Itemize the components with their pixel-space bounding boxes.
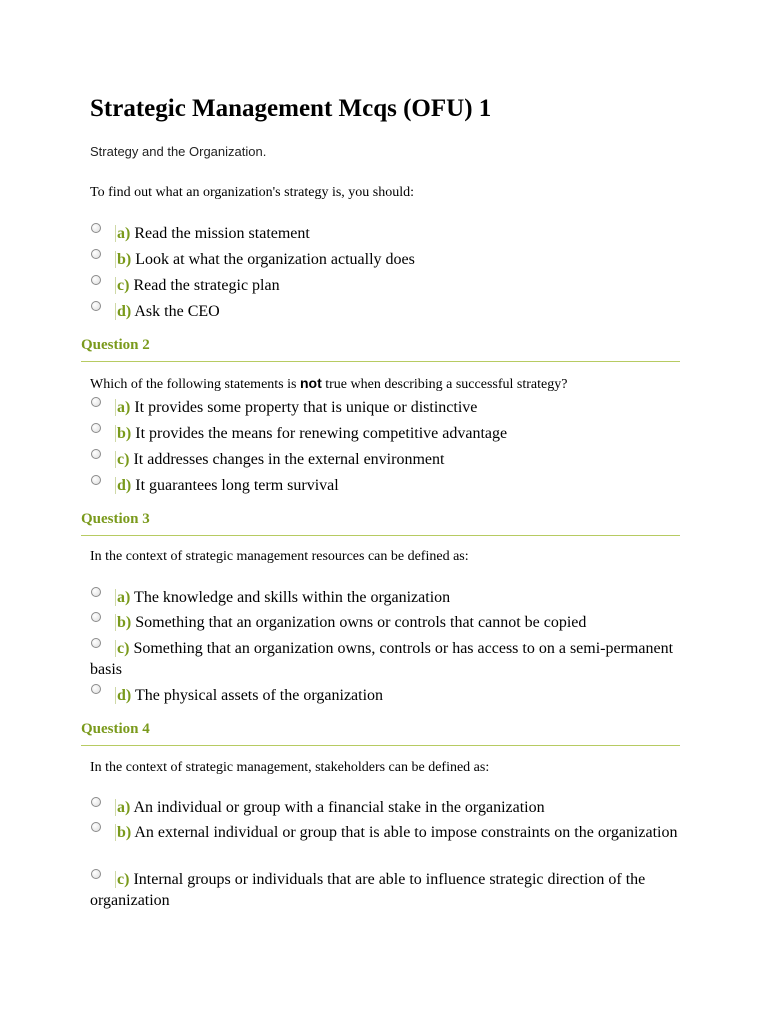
question-2-heading: Question 2 (81, 335, 680, 362)
option-letter: c) (117, 871, 130, 888)
option-letter: b) (117, 425, 132, 442)
q1-option-c[interactable] (90, 275, 682, 296)
question-2-text-part: Which of the following statements is (90, 377, 300, 392)
option-text: It guarantees long term survival (135, 477, 339, 494)
option-text: The knowledge and skills within the organization (134, 589, 451, 606)
option-letter: c) (117, 640, 130, 657)
q2-option-a[interactable] (90, 397, 682, 418)
option-letter: a) (117, 225, 131, 242)
q4-option-b[interactable] (90, 822, 682, 843)
option-text: Read the strategic plan (133, 277, 280, 294)
option-text: An external individual or group that is able to impose constraints on the organization (134, 824, 678, 841)
option-text: Look at what the organization actually does (135, 251, 415, 268)
q4-option-a[interactable] (90, 797, 682, 818)
question-3-heading: Question 3 (81, 509, 680, 536)
option-text: Read the mission statement (134, 225, 310, 242)
option-letter: b) (117, 251, 132, 268)
option-letter: a) (117, 589, 131, 606)
page-title: Strategic Management Mcqs (OFU) 1 (90, 95, 492, 122)
option-letter: b) (117, 614, 132, 631)
question-4-text: In the context of strategic management, stakeholders can be defined as: (90, 760, 490, 775)
option-letter: c) (117, 277, 130, 294)
question-2-text-part: true when describing a successful strategy? (321, 377, 568, 392)
option-text: The physical assets of the organization (134, 687, 384, 704)
question-1-text: To find out what an organization's strategy is, you should: (90, 185, 415, 200)
option-text: An individual or group with a financial stake in the organization (133, 799, 545, 816)
q2-option-b[interactable] (90, 423, 682, 444)
option-text: Ask the CEO (134, 303, 220, 320)
q3-option-c[interactable] (90, 638, 682, 680)
q4-option-c[interactable] (90, 869, 682, 911)
option-letter: c) (117, 451, 130, 468)
question-2-text (90, 374, 567, 394)
option-letter: a) (117, 399, 131, 416)
q1-option-a[interactable] (90, 223, 682, 244)
q3-option-d[interactable] (90, 685, 682, 706)
question-4-heading: Question 4 (81, 719, 680, 746)
q1-option-d[interactable] (90, 301, 682, 322)
option-text: Something that an organization owns, controls or has access to on a semi-permanent basis (90, 640, 674, 678)
option-text: It provides some property that is unique or distinctive (134, 399, 478, 416)
section-subtitle: Strategy and the Organization. (90, 144, 267, 159)
option-letter: d) (117, 687, 132, 704)
q2-option-c[interactable] (90, 449, 682, 470)
question-3-text: In the context of strategic management resources can be defined as: (90, 549, 469, 564)
option-letter: d) (117, 303, 132, 320)
option-text: Something that an organization owns or controls that cannot be copied (135, 614, 587, 631)
option-letter: a) (117, 799, 131, 816)
q1-option-b[interactable] (90, 249, 682, 270)
option-letter: b) (117, 824, 132, 841)
option-text: Internal groups or individuals that are able to influence strategic direction of the organization (90, 871, 646, 909)
question-2-emphasis: not (299, 375, 322, 391)
q3-option-b[interactable] (90, 612, 682, 633)
q3-option-a[interactable] (90, 587, 682, 608)
option-text: It addresses changes in the external environment (133, 451, 445, 468)
option-text: It provides the means for renewing competitive advantage (135, 425, 508, 442)
option-letter: d) (117, 477, 132, 494)
q2-option-d[interactable] (90, 475, 682, 496)
